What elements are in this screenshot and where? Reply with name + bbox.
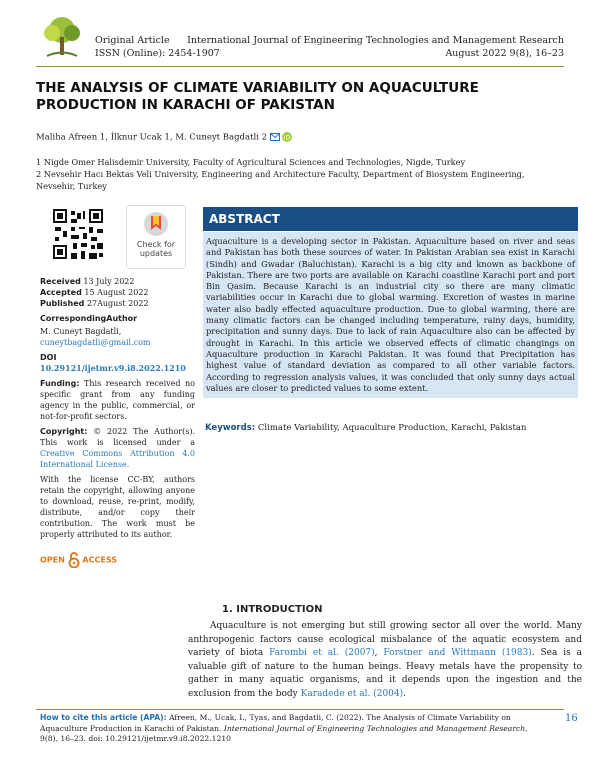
orcid-icon[interactable] [282,132,292,142]
open-access-open: OPEN [40,555,65,565]
dates-block [40,276,195,309]
issn: ISSN (Online): 2454-1907 [95,48,220,59]
footer-rule [36,709,564,710]
doi-block [40,352,195,374]
check-updates-line2: updates [139,249,173,258]
license-link[interactable]: Creative Commons Attribution 4.0 International License. [40,449,195,469]
page-number: 16 [565,713,578,724]
cite-journal: International Journal of Engineering Technologies and Management Research, [223,723,528,733]
ref-karadede[interactable]: Karadede et al. (2004) [300,688,404,699]
corresponding-name: M. Cuneyt Bagdatli, [40,327,122,336]
open-lock-icon [68,552,80,568]
check-for-updates-button[interactable] [126,205,186,269]
ref-forstner[interactable]: Forstner and Wittmann (1983) [383,648,532,658]
abstract-text: Aquaculture is a developing sector in Pakistan. Aquaculture based on river and seas and Pakistan has both these sources of water. In Pakistan Arabian sea exist in Karachi (Sindh) and Gwadar (Baluchistan). Karachi is a big city and known as backbone of Pakistan. There are two ports are available on Karachi coastline Karachi port and port Bin Qasim. Because Karachi is an industrial city so there are many climatic variabilities occur in Karachi due to global warming. Excretion of wastes in marine water also badly effected aquaculture production. Due to global warming, there are many climatic factors can be changed including temperature, rainy days, humidity, precipitation and sunny days. Due to lack of rain Aquaculture also can be affected by drought in Karachi. In this article we observed effects of climatic changings on Aquaculture production in Karachi Pakistan. It was found that Precipitation has highest value of standard deviation as compared to all other variable factors. According to regression analysis values, it was concluded that only sunny days actual values are closer to predicted values to some extent. [203,232,578,398]
keywords-label: Keywords: [205,423,256,433]
published-label: Published [40,299,85,308]
email-icon[interactable] [270,133,280,141]
qr-code-icon [51,207,105,261]
cite-text: Afreen, M., Ucak, I., Tyas, and Bagdatli, C. (2022). The Analysis of Climate Variability on Aquaculture Production in Karachi of Pakistan. [40,713,511,733]
funding-block [40,378,195,422]
copyright-text: © 2022 The Author(s). This work is licensed under a [40,427,195,447]
received-label: Received [40,277,81,286]
keywords [205,423,526,433]
author-list [36,132,292,143]
article-type: Original Article [95,35,170,46]
accepted-label: Accepted [40,288,82,297]
section-heading-introduction: 1. INTRODUCTION [222,604,323,615]
journal-issue: August 2022 9(8), 16–23 [445,48,564,59]
funding-label: Funding: [40,379,80,388]
keywords-text: Climate Variability, Aquaculture Production, Karachi, Pakistan [257,423,527,433]
license-text: With the license CC-BY, authors retain the copyright, allowing anyone to download, reuse, re-print, modify, distribute, and/or copy their contribution. The work must be properly attributed to its author. [40,475,195,539]
affiliation-2: 2 Nevsehir Hacı Bektas Veli University, Engineering and Architecture Faculty, Department of Biosystem Engineering, Nevsehir, Turkey [36,169,525,191]
intro-text-b: . Sea is a valuable gift of nature to the human beings. Heavy metals have the propensity to gather in many aquatic organisms, and it depends upon the ingestion and the exclusion from the body [188,648,582,699]
corresponding-block [40,313,195,348]
funding-text: This research received no specific grant from any funding agency in the public, commercial, or not-for-profit sectors. [40,379,195,421]
affiliation-1: 1 Nigde Omer Halisdemir University, Faculty of Agricultural Sciences and Technologies, Nigde, Turkey [36,157,466,167]
abstract-heading: ABSTRACT [203,207,578,231]
article-title: THE ANALYSIS OF CLIMATE VARIABILITY ON AQUACULTURE PRODUCTION IN KARACHI OF PAKISTAN [36,80,479,113]
journal-name: International Journal of Engineering Technologies and Management Research [187,35,564,46]
received-date: 13 July 2022 [83,277,135,286]
introduction-paragraph: Aquaculture is not emerging but still growing sector all over the world. Many anthropogenic factors cause ecological misbalance of the aquatic ecosystem and variety of biota Farombi et al. (2007), Forstner and Wittmann (1983). Sea is a valuable gift of nature to the human beings. Heavy metals have the propensity to gather in many aquatic organisms, and it depends upon the ingestion and the exclusion from the body Karadede et al. (2004). [188,621,582,699]
svg-text:iD: iD [284,134,291,142]
journal-logo-tree-icon [37,15,87,59]
corresponding-label: CorrespondingAuthor [40,314,138,323]
cite-tail: 9(8), 16–23. doi: 10.29121/ijetmr.v9.i8.2022.1210 [40,734,232,743]
bookmark-icon [143,211,169,237]
header-rule [36,66,564,67]
check-updates-line1: Check for [136,240,176,249]
open-access-logo [40,552,117,568]
corresponding-email-link[interactable]: cuneytbagdatli@gmail.com [40,338,151,347]
copyright-label: Copyright: [40,427,88,436]
doi-label: DOI [40,353,57,362]
published-date: 27August 2022 [86,299,149,308]
doi-link[interactable]: 10.29121/ijetmr.v9.i8.2022.1210 [40,363,186,373]
affiliations [36,156,566,192]
copyright-block [40,426,195,470]
intro-text-a: Aquaculture is not emerging but still growing sector all over the world. Many anthropogenic factors cause ecological misbalance of the aquatic ecosystem and variety of biota [188,621,582,658]
cite-label: How to cite this article (APA): [40,713,167,722]
authors-text: Maliha Afreen 1, İlknur Ucak 1, M. Cuneyt Bagdatli 2 [36,132,268,143]
citation-block [40,713,530,745]
ref-farombi[interactable]: Farombi et al. (2007) [269,648,375,658]
accepted-date: 15 August 2022 [84,288,149,297]
open-access-access: ACCESS [82,555,117,565]
